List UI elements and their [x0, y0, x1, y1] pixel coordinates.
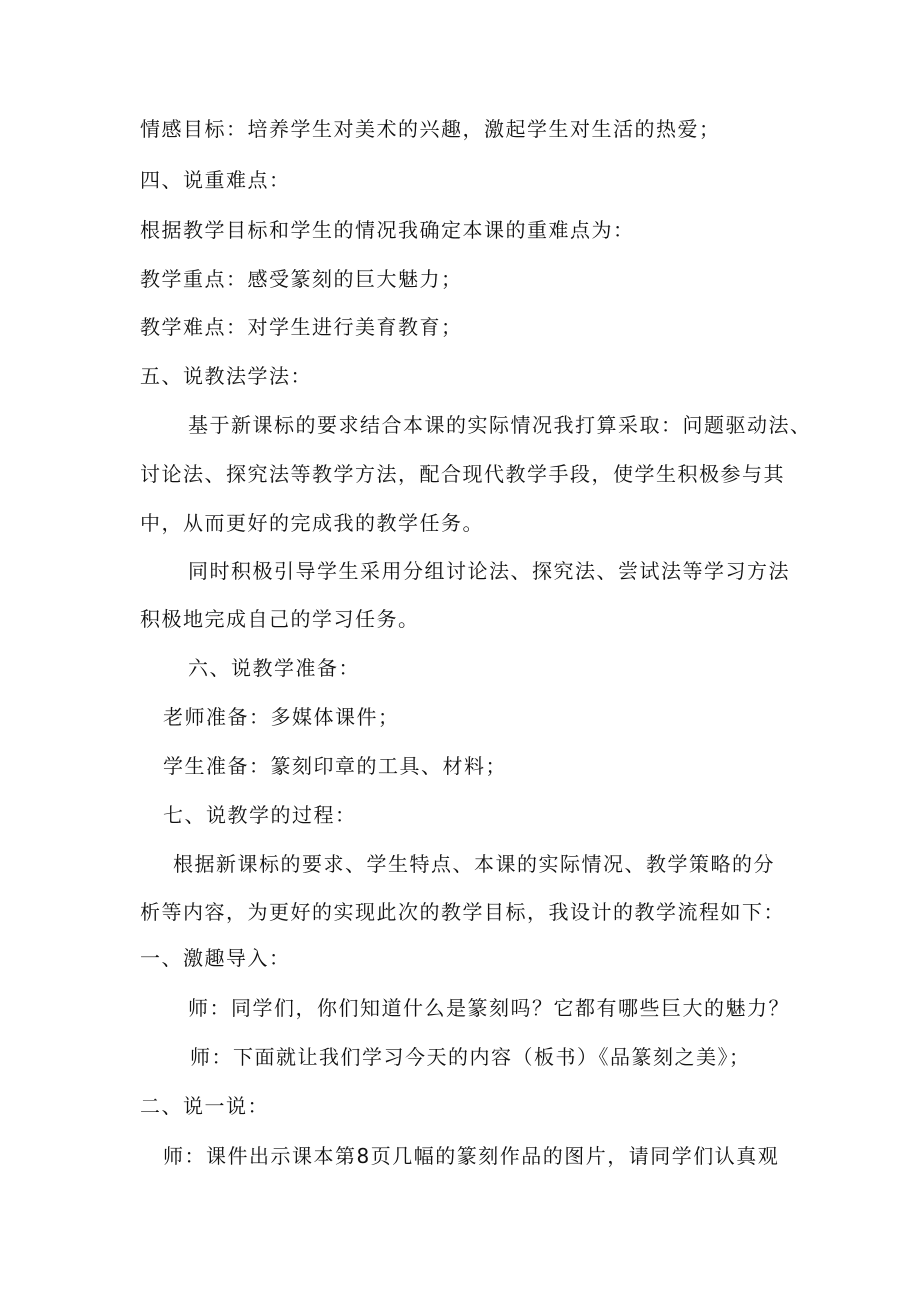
- paragraph-process-line-1: 根据新课标的要求、学生特点、本课的实际情况、教学策略的分: [173, 852, 775, 876]
- paragraph-teaching-difficulty: 教学难点：对学生进行美育教育；: [140, 315, 463, 339]
- paragraph-methods-line-3: 中，从而更好的完成我的教学任务。: [140, 511, 484, 535]
- paragraph-student-preparation: 学生准备：篆刻印章的工具、材料；: [163, 754, 507, 778]
- section-heading-introduction: 一、激趣导入：: [140, 946, 291, 970]
- section-heading-preparation: 六、说教学准备：: [188, 656, 360, 680]
- paragraph-teacher-question: 师：同学们，你们知道什么是篆刻吗？它都有哪些巨大的魅力？: [188, 996, 790, 1020]
- paragraph-teacher-preparation: 老师准备：多媒体课件；: [163, 705, 400, 729]
- paragraph-learning-methods-line-2: 积极地完成自己的学习任务。: [140, 607, 420, 631]
- section-heading-teaching-process: 七、说教学的过程：: [163, 803, 357, 827]
- paragraph-teacher-courseware: 师：课件出示课本第8页几幅的篆刻作品的图片，请同学们认真观: [163, 1144, 780, 1168]
- paragraph-teacher-topic: 师：下面就让我们学习今天的内容（板书）《品篆刻之美》；: [190, 1045, 751, 1069]
- paragraph-methods-line-2: 讨论法、探究法等教学方法，配合现代教学手段，使学生积极参与其: [140, 462, 785, 486]
- section-heading-key-difficulties: 四、说重难点：: [140, 168, 291, 192]
- paragraph-emotional-goal: 情感目标：培养学生对美术的兴趣，激起学生对生活的热爱；: [140, 117, 721, 141]
- section-heading-discussion: 二、说一说：: [140, 1094, 269, 1118]
- paragraph-learning-methods-line-1: 同时积极引导学生采用分组讨论法、探究法、尝试法等学习方法: [188, 559, 790, 583]
- paragraph-methods-line-1: 基于新课标的要求结合本课的实际情况我打算采取：问题驱动法、: [188, 413, 812, 437]
- paragraph-process-line-2: 析等内容，为更好的实现此次的教学目标，我设计的教学流程如下：: [140, 900, 785, 924]
- section-heading-teaching-methods: 五、说教法学法：: [140, 364, 312, 388]
- paragraph-teaching-key-point: 教学重点：感受篆刻的巨大魅力；: [140, 267, 463, 291]
- paragraph-key-difficulties-intro: 根据教学目标和学生的情况我确定本课的重难点为：: [140, 218, 635, 242]
